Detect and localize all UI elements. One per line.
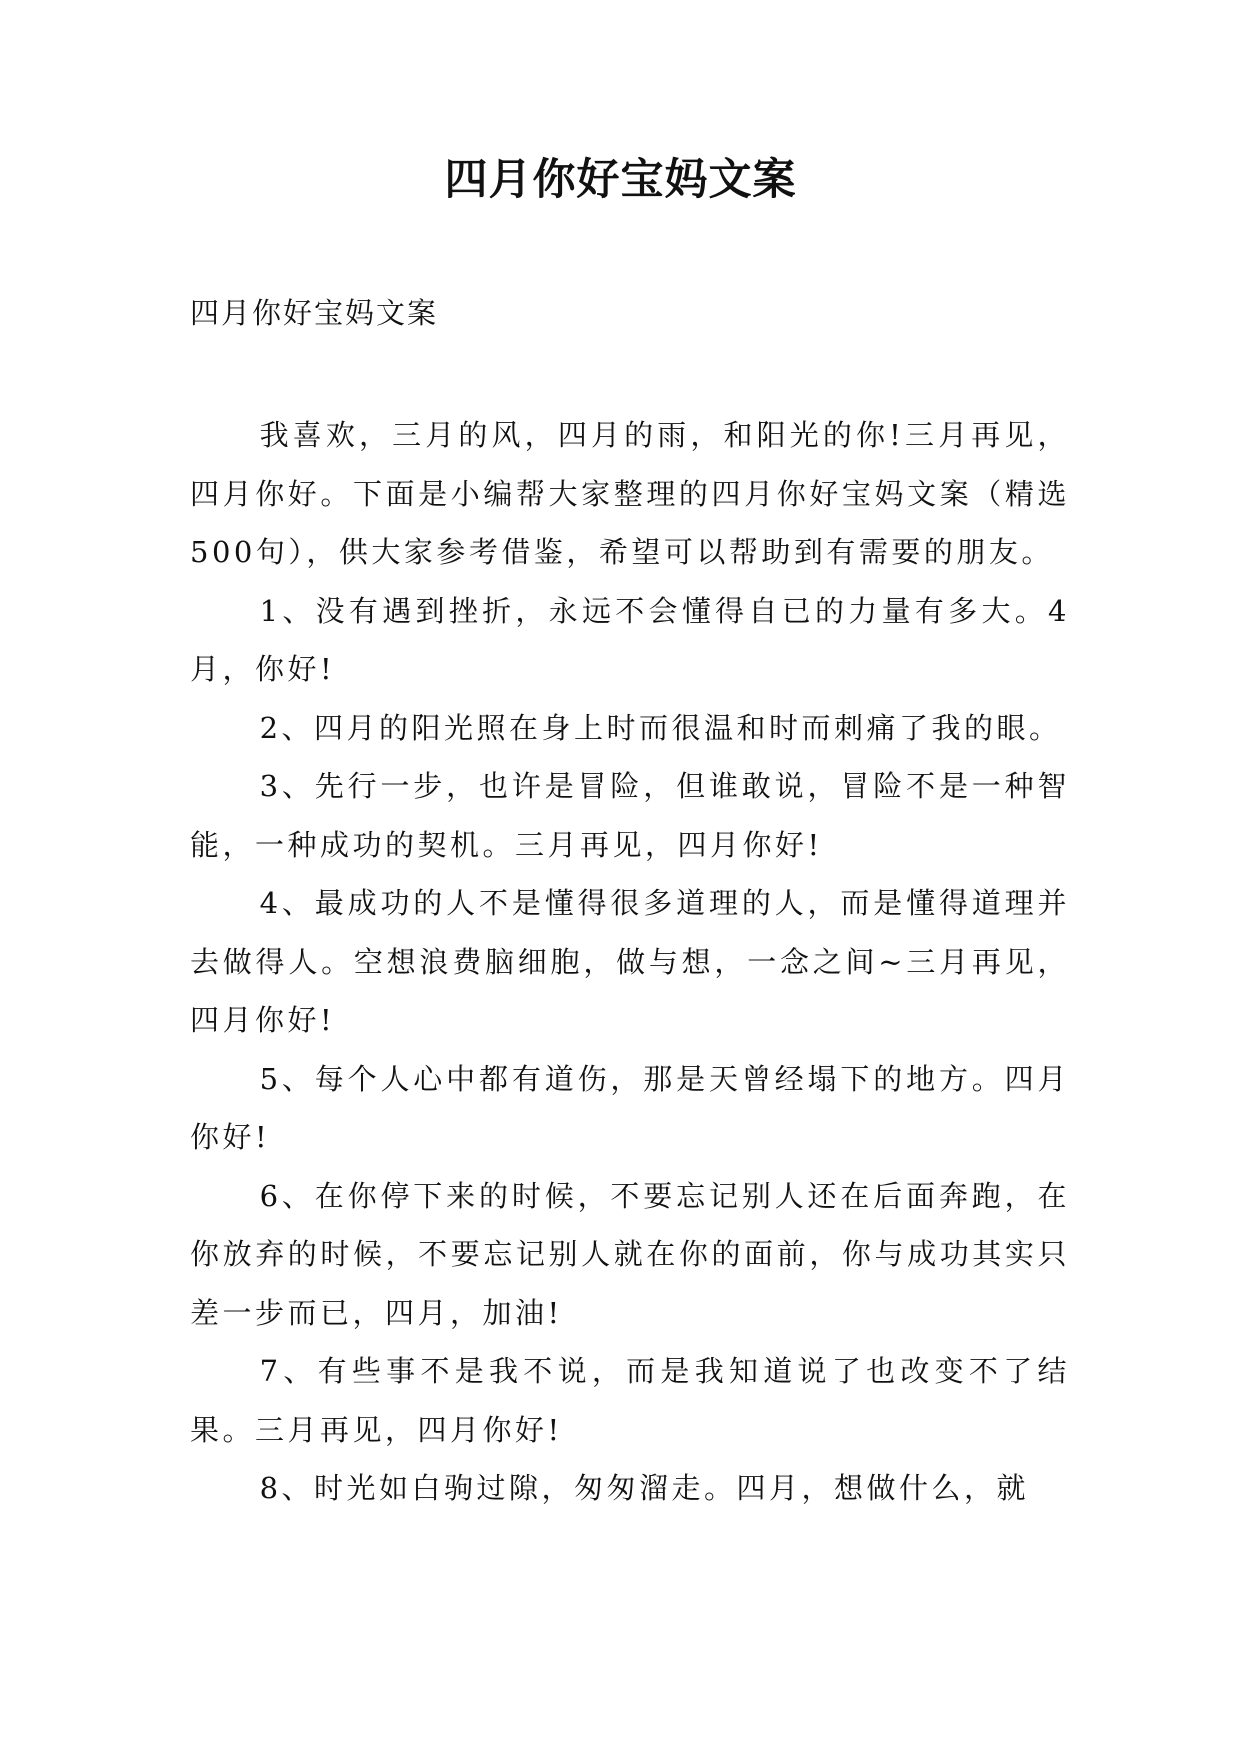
paragraph-item-6: 6、在你停下来的时候，不要忘记别人还在后面奔跑，在你放弃的时候，不要忘记别人就在你的面前，你与成功其实只差一步而已，四月，加油!	[190, 1178, 1070, 1330]
document-subtitle: 四月你好宝妈文案	[190, 296, 439, 330]
paragraph-item-4: 4、最成功的人不是懂得很多道理的人，而是懂得道理并去做得人。空想浪费脑细胞，做与想，一念之间~三月再见，四月你好!	[190, 886, 1070, 1037]
paragraph-item-5: 5、每个人心中都有道伤，那是天曾经塌下的地方。四月你好!	[190, 1061, 1070, 1154]
paragraph-intro: 我喜欢，三月的风，四月的雨，和阳光的你!三月再见，四月你好。下面是小编帮大家整理的四月你好宝妈文案（精选500句），供大家参考借鉴，希望可以帮助到有需要的朋友。	[190, 418, 1070, 569]
page-title: 四月你好宝妈文案	[444, 155, 797, 205]
document-body	[190, 406, 1070, 1518]
paragraph-item-2: 2、四月的阳光照在身上时而很温和时而刺痛了我的眼。	[259, 710, 1062, 745]
paragraph-item-8: 8、时光如白驹过隙，匆匆溜走。四月，想做什么，就	[259, 1471, 1030, 1505]
paragraph-item-7: 7、有些事不是我不说，而是我知道说了也改变不了结果。三月再见，四月你好!	[190, 1354, 1070, 1447]
paragraph-item-1: 1、没有遇到挫折，永远不会懂得自已的力量有多大。4月，你好!	[190, 593, 1070, 686]
paragraph-item-3: 3、先行一步，也许是冒险，但谁敢说，冒险不是一种智能，一种成功的契机。三月再见，四月你好!	[190, 769, 1070, 862]
